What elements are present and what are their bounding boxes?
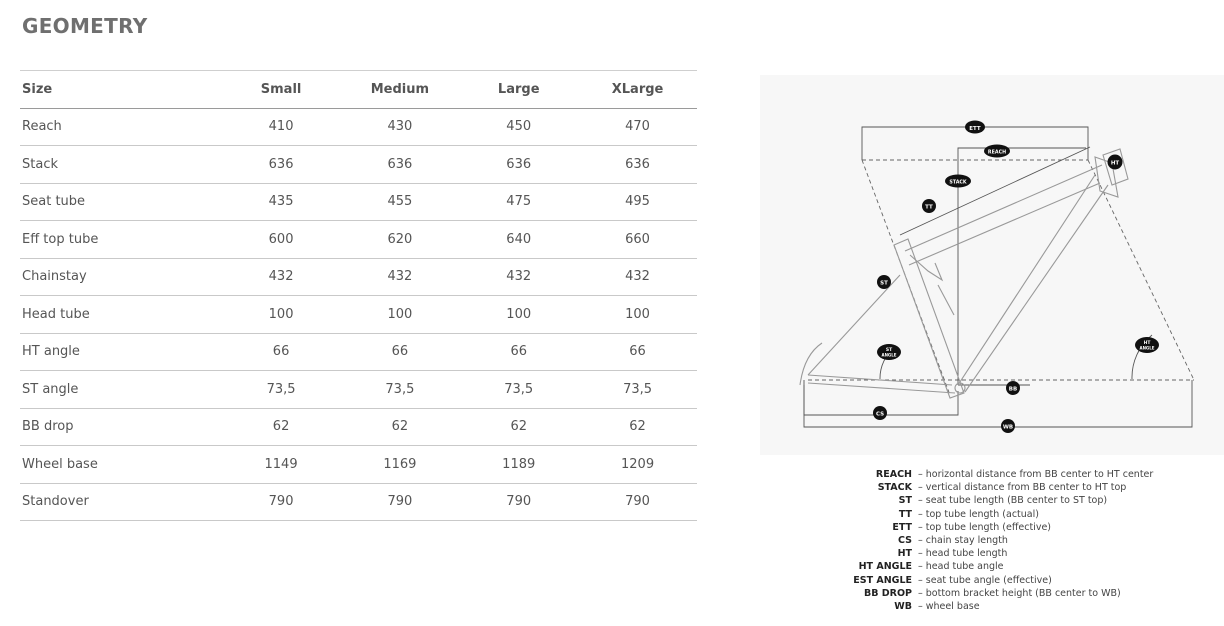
table-cell: 475 [459,183,578,221]
table-cell: 432 [222,258,341,296]
table-cell: 1209 [578,446,697,484]
stack-label-text: STACK [949,180,967,186]
legend-abbr: BB DROP [863,587,912,599]
table-cell: 62 [340,408,459,446]
seatstay-line [808,275,900,375]
table-row [20,371,697,409]
table-cell: 790 [222,483,341,521]
legend-abbr: TT [898,508,912,520]
legend-item [840,508,1224,521]
legend-desc: – top tube length (actual) [918,508,1039,520]
ett-label [965,121,985,134]
table-row [20,221,697,259]
ht-label-text: HT [1110,160,1120,167]
geometry-table [20,70,697,521]
table-row [20,146,697,184]
reach-label [984,145,1010,158]
row-label: Seat tube [20,183,222,221]
legend-item [840,494,1224,507]
table-cell: 66 [578,333,697,371]
table-cell: 455 [340,183,459,221]
column-header: Small [222,71,341,109]
table-cell: 1189 [459,446,578,484]
down-tube-lower-edge [965,185,1108,392]
ht-label [1108,155,1123,170]
table-cell: 1169 [340,446,459,484]
column-header: Size [20,71,222,109]
column-header: XLarge [578,71,697,109]
legend-item [840,534,1224,547]
bottom-bracket-circle [955,383,965,393]
table-row [20,258,697,296]
table-header-row [20,71,697,109]
table-row [20,108,697,146]
table-cell: 66 [340,333,459,371]
row-label: Chainstay [20,258,222,296]
table-cell: 66 [459,333,578,371]
table-cell: 62 [459,408,578,446]
table-cell: 100 [340,296,459,334]
st-label [877,275,891,289]
table-cell: 636 [459,146,578,184]
table-cell: 66 [222,333,341,371]
table-row [20,446,697,484]
table-row [20,483,697,521]
legend-abbr: REACH [875,469,912,480]
tt-label-text: TT [925,204,933,211]
legend-item [840,481,1224,494]
legend-desc: – seat tube length (BB center to ST top) [918,495,1108,507]
tt-label [922,199,936,213]
row-label: Wheel base [20,446,222,484]
table-cell: 620 [340,221,459,259]
table-row [20,183,697,221]
row-label: Head tube [20,296,222,334]
table-cell: 470 [578,108,697,146]
legend-item [840,468,1224,481]
table-cell: 790 [578,483,697,521]
legend-item [840,600,1224,613]
table-cell: 100 [578,296,697,334]
st-angle-label-line1: ST [885,348,893,353]
dimension-lines [804,127,1192,427]
table-row [20,296,697,334]
legend-desc: – head tube angle [918,561,1004,573]
stack-label [945,175,971,188]
down-tube-upper-edge [958,175,1095,385]
stack-reach-dimension [958,148,1086,385]
legend-desc: – seat tube angle (effective) [918,574,1052,586]
st-label-text: ST [880,280,888,287]
legend-desc: – head tube length [918,548,1008,560]
table-row [20,333,697,371]
top-tube-lower-edge [909,183,1100,265]
rocker-link [910,255,942,280]
legend-desc: – vertical distance from BB center to HT top [918,482,1127,494]
table-cell: 640 [459,221,578,259]
row-label: Reach [20,108,222,146]
legend-item [840,560,1224,573]
row-label: Standover [20,483,222,521]
wb-label-text: WB [1002,424,1014,431]
table-cell: 73,5 [459,371,578,409]
table-cell: 62 [578,408,697,446]
table-cell: 73,5 [340,371,459,409]
legend-abbr: HT ANGLE [858,561,912,573]
table-cell: 432 [459,258,578,296]
table-cell: 600 [222,221,341,259]
table-cell: 73,5 [578,371,697,409]
table-cell: 450 [459,108,578,146]
dashed-guides [808,160,1194,395]
chainstay-lower-edge [808,383,955,393]
row-label: Eff top tube [20,221,222,259]
legend-desc: – chain stay length [918,534,1008,546]
legend-abbr: ETT [892,521,912,533]
row-label: HT angle [20,333,222,371]
ht-angle-label [1135,337,1159,353]
geometry-diagram [760,75,1224,455]
row-label: BB drop [20,408,222,446]
table-cell: 790 [459,483,578,521]
legend-item [840,574,1224,587]
legend-item [840,521,1224,534]
bb-label-text: BB [1008,386,1018,393]
diagram-legend [840,468,1224,613]
column-header: Medium [340,71,459,109]
table-cell: 73,5 [222,371,341,409]
wb-label [1001,419,1015,433]
table-cell: 495 [578,183,697,221]
legend-item [840,587,1224,600]
column-header: Large [459,71,578,109]
ett-label-text: ETT [969,126,981,132]
legend-abbr: ST [898,495,912,507]
table-cell: 790 [340,483,459,521]
table-cell: 660 [578,221,697,259]
table-cell: 636 [578,146,697,184]
legend-abbr: STACK [877,482,912,494]
legend-abbr: CS [898,534,912,546]
row-label: Stack [20,146,222,184]
table-cell: 1149 [222,446,341,484]
table-cell: 100 [222,296,341,334]
shock-mount-line [938,285,954,315]
legend-abbr: EST ANGLE [853,574,912,586]
ht-angle-label-line2: ANGLE [1139,345,1155,351]
reach-label-text: REACH [987,150,1007,156]
page-title: GEOMETRY [22,14,148,38]
table-cell: 636 [340,146,459,184]
st-angle-label-line2: ANGLE [881,352,897,358]
legend-desc: – top tube length (effective) [918,521,1051,533]
legend-abbr: WB [894,600,912,612]
legend-desc: – horizontal distance from BB center to HT center [918,469,1154,480]
legend-item [840,547,1224,560]
bb-label [1006,381,1020,395]
cs-label-text: CS [875,411,885,418]
table-cell: 636 [222,146,341,184]
legend-desc: – bottom bracket height (BB center to WB) [918,587,1121,599]
seat-tube-shape [894,239,964,398]
table-cell: 432 [578,258,697,296]
legend-desc: – wheel base [918,600,980,612]
table-cell: 62 [222,408,341,446]
table-cell: 432 [340,258,459,296]
st-angle-label [877,344,901,360]
cs-label [873,406,887,420]
diagram-labels [873,121,1159,434]
table-cell: 100 [459,296,578,334]
table-cell: 410 [222,108,341,146]
table-cell: 430 [340,108,459,146]
legend-abbr: HT [897,548,912,560]
table-row [20,408,697,446]
ht-angle-label-line1: HT [1143,341,1151,346]
table-cell: 435 [222,183,341,221]
bike-frame-illustration [760,75,1224,455]
row-label: ST angle [20,371,222,409]
